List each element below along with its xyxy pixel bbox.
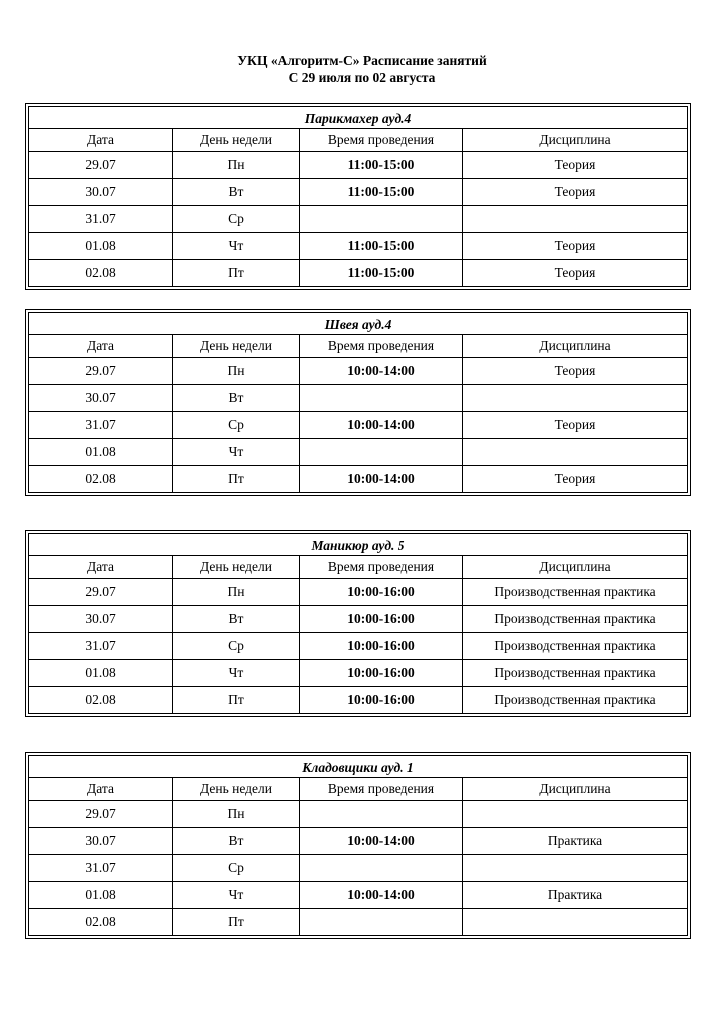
time-cell [300, 206, 463, 232]
discipline-cell: Теория [554, 417, 596, 432]
table-row [29, 687, 687, 713]
time-cell: 10:00-14:00 [300, 358, 463, 384]
discipline-cell: Теория [554, 157, 596, 172]
column-header-day: День недели [173, 778, 300, 800]
column-header-time: Время проведения [300, 335, 463, 357]
time-cell [300, 855, 463, 881]
day-cell: Вт [173, 385, 300, 411]
date-cell: 30.07 [29, 179, 173, 205]
date-cell: 02.08 [29, 909, 173, 935]
day-cell: Пт [173, 466, 300, 492]
day-cell: Ср [173, 206, 300, 232]
time-cell: 11:00-15:00 [300, 233, 463, 259]
day-cell: Пн [173, 358, 300, 384]
discipline-cell: Теория [554, 471, 596, 486]
time-cell [300, 439, 463, 465]
table-row [29, 358, 687, 385]
discipline-cell: Теория [554, 238, 596, 253]
table-row [29, 633, 687, 660]
document-header [0, 52, 724, 86]
schedule-table-hairdresser [25, 103, 691, 290]
time-cell: 10:00-14:00 [300, 828, 463, 854]
table-row [29, 439, 687, 466]
column-header-day: День недели [173, 335, 300, 357]
time-cell [300, 909, 463, 935]
time-cell: 10:00-14:00 [300, 412, 463, 438]
page-title: УКЦ «Алгоритм-С» Расписание занятий [237, 53, 487, 68]
schedule-table-manicure [25, 530, 691, 717]
date-cell: 01.08 [29, 660, 173, 686]
column-header-time: Время проведения [300, 129, 463, 151]
day-cell: Ср [173, 412, 300, 438]
time-cell: 11:00-15:00 [300, 260, 463, 286]
column-header-time: Время проведения [300, 778, 463, 800]
discipline-cell [463, 801, 687, 827]
column-header-day: День недели [173, 556, 300, 578]
table-row [29, 206, 687, 233]
date-cell: 31.07 [29, 206, 173, 232]
table-row [29, 909, 687, 935]
date-cell: 02.08 [29, 260, 173, 286]
table-row [29, 882, 687, 909]
table-row [29, 855, 687, 882]
table-header-row [29, 556, 687, 579]
day-cell: Чт [173, 660, 300, 686]
section-title: Парикмахер ауд.4 [29, 107, 687, 129]
time-cell: 10:00-14:00 [300, 466, 463, 492]
section-title: Маникюр ауд. 5 [29, 534, 687, 556]
day-cell: Вт [173, 828, 300, 854]
day-cell: Пн [173, 801, 300, 827]
table-row [29, 233, 687, 260]
table-row [29, 152, 687, 179]
table-row [29, 660, 687, 687]
time-cell: 11:00-15:00 [300, 179, 463, 205]
date-cell: 29.07 [29, 801, 173, 827]
schedule-table-seamstress [25, 309, 691, 496]
date-cell: 30.07 [29, 385, 173, 411]
table-row [29, 412, 687, 439]
discipline-cell: Производственная практика [494, 665, 656, 680]
column-header-date: Дата [29, 335, 173, 357]
time-cell: 11:00-15:00 [300, 152, 463, 178]
discipline-cell: Производственная практика [494, 692, 656, 707]
table-row [29, 466, 687, 492]
date-cell: 31.07 [29, 855, 173, 881]
date-cell: 30.07 [29, 606, 173, 632]
date-cell: 01.08 [29, 882, 173, 908]
discipline-cell [463, 855, 687, 881]
time-cell [300, 801, 463, 827]
date-cell: 01.08 [29, 439, 173, 465]
column-header-discipline: Дисциплина [539, 338, 611, 353]
day-cell: Ср [173, 855, 300, 881]
discipline-cell: Производственная практика [494, 584, 656, 599]
day-cell: Вт [173, 606, 300, 632]
page-subtitle: С 29 июля по 02 августа [288, 70, 436, 85]
column-header-date: Дата [29, 556, 173, 578]
time-cell: 10:00-16:00 [300, 687, 463, 713]
table-row [29, 828, 687, 855]
date-cell: 31.07 [29, 633, 173, 659]
time-cell: 10:00-16:00 [300, 660, 463, 686]
column-header-date: Дата [29, 129, 173, 151]
date-cell: 02.08 [29, 687, 173, 713]
table-row [29, 179, 687, 206]
table-row [29, 579, 687, 606]
date-cell: 02.08 [29, 466, 173, 492]
column-header-date: Дата [29, 778, 173, 800]
table-row [29, 606, 687, 633]
discipline-cell [463, 439, 687, 465]
day-cell: Пн [173, 152, 300, 178]
day-cell: Чт [173, 882, 300, 908]
day-cell: Пт [173, 909, 300, 935]
day-cell: Ср [173, 633, 300, 659]
day-cell: Чт [173, 439, 300, 465]
discipline-cell: Практика [547, 833, 603, 848]
column-header-day: День недели [173, 129, 300, 151]
time-cell [300, 385, 463, 411]
table-row [29, 801, 687, 828]
table-row [29, 385, 687, 412]
discipline-cell [463, 206, 687, 232]
table-row [29, 260, 687, 286]
column-header-time: Время проведения [300, 556, 463, 578]
section-title: Кладовщики ауд. 1 [29, 756, 687, 778]
table-header-row [29, 129, 687, 152]
date-cell: 30.07 [29, 828, 173, 854]
time-cell: 10:00-16:00 [300, 606, 463, 632]
discipline-cell [463, 385, 687, 411]
discipline-cell [463, 909, 687, 935]
date-cell: 29.07 [29, 358, 173, 384]
day-cell: Пн [173, 579, 300, 605]
column-header-discipline: Дисциплина [539, 559, 611, 574]
column-header-discipline: Дисциплина [539, 781, 611, 796]
date-cell: 01.08 [29, 233, 173, 259]
section-title: Швея ауд.4 [29, 313, 687, 335]
date-cell: 29.07 [29, 152, 173, 178]
date-cell: 29.07 [29, 579, 173, 605]
time-cell: 10:00-16:00 [300, 579, 463, 605]
column-header-discipline: Дисциплина [539, 132, 611, 147]
day-cell: Чт [173, 233, 300, 259]
day-cell: Пт [173, 687, 300, 713]
time-cell: 10:00-14:00 [300, 882, 463, 908]
time-cell: 10:00-16:00 [300, 633, 463, 659]
discipline-cell: Производственная практика [494, 611, 656, 626]
table-header-row [29, 335, 687, 358]
day-cell: Пт [173, 260, 300, 286]
table-header-row [29, 778, 687, 801]
discipline-cell: Теория [554, 184, 596, 199]
date-cell: 31.07 [29, 412, 173, 438]
discipline-cell: Теория [554, 265, 596, 280]
discipline-cell: Теория [554, 363, 596, 378]
discipline-cell: Практика [547, 887, 603, 902]
schedule-table-storekeepers [25, 752, 691, 939]
discipline-cell: Производственная практика [494, 638, 656, 653]
day-cell: Вт [173, 179, 300, 205]
